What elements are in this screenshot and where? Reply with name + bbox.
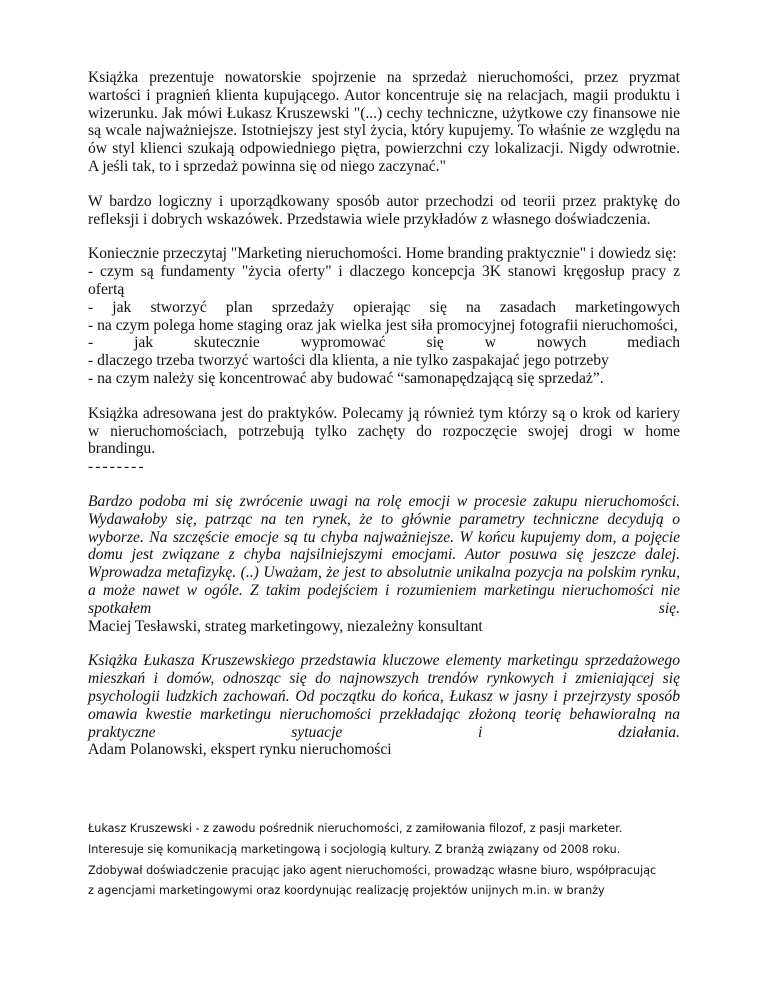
learn-point: - czym są fundamenty "życia oferty" i dlaczego koncepcja 3K stanowi kręgosłup pracy z ofertą xyxy=(88,263,680,298)
review-2-quote: Książka Łukasza Kruszewskiego przedstawia kluczowe elementy marketingu sprzedażowego mieszkań i domów, odnosząc się do najnowszych trendów rynkowych i zmieniającej się psychologii ludzkich zachowań. Od początku do końca, Łukasz w jasny i przejrzysty sposób omawia kwestie marketingu nieruchomości przekładając złożoną teorię behawioralną na praktyczne sytuacje i działania. xyxy=(88,652,680,741)
learn-point: - jak skutecznie wypromować się w nowych mediach xyxy=(88,334,680,352)
review-2-author: Adam Polanowski, ekspert rynku nieruchomości xyxy=(88,741,392,759)
review-2 xyxy=(88,652,680,759)
learn-point: - jak stworzyć plan sprzedaży opierając się na zasadach marketingowych xyxy=(88,298,680,316)
approach-paragraph: W bardzo logiczny i uporządkowany sposób autor przechodzi od teorii przez praktykę do refleksji i dobrych wskazówek. Przedstawia wiele przykładów z własnego doświadczenia. xyxy=(88,192,680,228)
intro-paragraph: Książka prezentuje nowatorskie spojrzenie na sprzedaż nieruchomości, przez pryzmat wartości i pragnień klienta kupującego. Autor koncentruje się na relacjach, magii produktu i wizerunku. Jak mówi Łukasz Kruszewski "(...) cechy techniczne, użytkowe czy finansowe nie są wcale najważniejsze. Istotniejszy jest styl życia, który kupujemy. To właśnie ze względu na ów styl klienci szukają odpowiedniego piętra, powierzchni czy lokalizacji. Nigdy odwrotnie. A jeśli tak, to i sprzedaż powinna się od niego zaczynać." xyxy=(88,69,680,175)
section-separator: -------- xyxy=(88,458,146,476)
author-bio xyxy=(88,819,680,902)
learn-point: - na czym należy się koncentrować aby budować “samonapędzającą się sprzedaż”. xyxy=(88,369,604,387)
author-bio-line: z agencjami marketingowymi oraz koordynując realizację projektów unijnych m.in. w branży xyxy=(88,884,605,898)
review-1-quote: Bardzo podoba mi się zwrócenie uwagi na rolę emocji w procesie zakupu nieruchomości. Wydawałoby się, patrząc na ten rynek, że to głównie parametry techniczne decydują o wyborze. Na szczęście emocje są tu chyba najważniejsze. W końcu kupujemy dom, a pojęcie domu jest związane z chyba najsilniejszymi emocjami. Autor posuwa się jeszcze dalej. Wprowadza metafizykę. (..) Uważam, że jest to absolutnie unikalna pozycja na polskim rynku, a może nawet w ogóle. Z takim podejściem i rozumieniem marketingu nieruchomości nie spotkałem się. xyxy=(88,492,680,617)
learn-section xyxy=(88,245,680,387)
author-bio-line: Interesuje się komunikacją marketingową i socjologią kultury. Z branżą związany od 2008 roku. xyxy=(88,842,621,856)
learn-point: - dlaczego trzeba tworzyć wartości dla klienta, a nie tylko zaspakajać jego potrzeby xyxy=(88,352,609,370)
review-1 xyxy=(88,493,680,635)
review-1-author: Maciej Tesławski, strateg marketingowy, niezależny konsultant xyxy=(88,617,483,635)
document-body xyxy=(88,69,680,759)
author-bio-line: Łukasz Kruszewski - z zawodu pośrednik nieruchomości, z zamiłowania filozof, z pasji marketer. xyxy=(88,822,623,835)
learn-point: - na czym polega home staging oraz jak wielka jest siła promocyjnej fotografii nieruchomości, xyxy=(88,316,678,334)
author-bio-line: Zdobywał doświadczenie pracując jako agent nieruchomości, prowadząc własne biuro, współpracując xyxy=(88,863,657,877)
learn-intro: Koniecznie przeczytaj "Marketing nieruchomości. Home branding praktycznie" i dowiedz się: xyxy=(88,245,677,263)
audience-paragraph: Książka adresowana jest do praktyków. Polecamy ją również tym którzy są o krok od kariery w nieruchomościach, potrzebują tylko zachęty do rozpoczęcie swojej drogi w home brandingu. xyxy=(88,404,680,458)
